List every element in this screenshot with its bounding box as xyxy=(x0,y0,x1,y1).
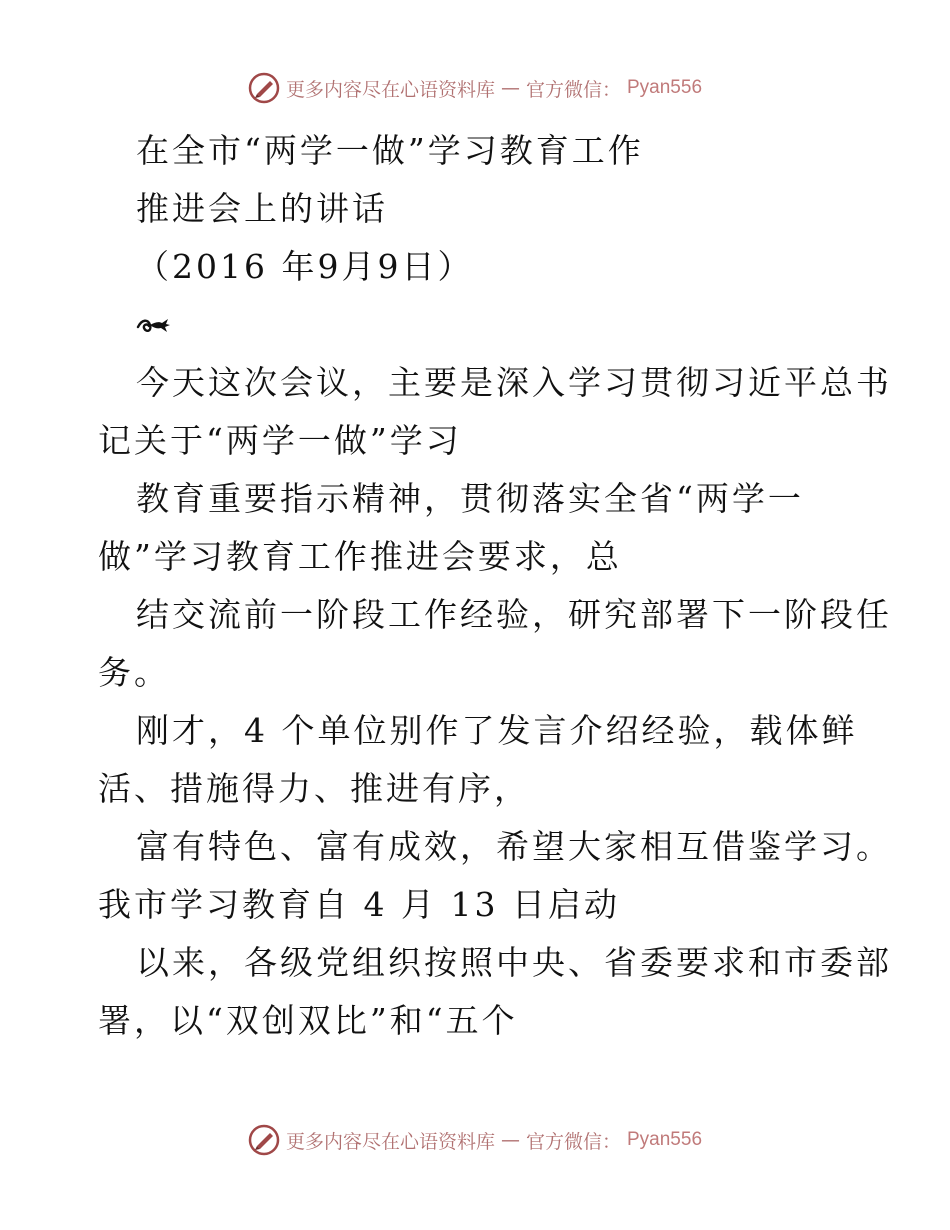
text-line: 教育重要指示精神，贯彻落实全省“两学一 xyxy=(136,479,804,518)
text-line: （2016 年9月9日） xyxy=(136,247,474,286)
watermark-header xyxy=(0,72,950,104)
text-line: 以来，各级党组织按照中央、省委要求和市委部 xyxy=(136,943,892,982)
watermark-wechat-id: Pyan556 xyxy=(627,1129,703,1150)
text-line: 做”学习教育工作推进会要求，总 xyxy=(98,537,622,576)
logo-icon xyxy=(248,1124,280,1156)
watermark-separator: — xyxy=(500,77,520,99)
watermark-wechat-label: 官方微信： xyxy=(525,78,621,101)
document-body xyxy=(98,122,892,1050)
text-line: 富有特色、富有成效，希望大家相互借鉴学习。 xyxy=(136,827,892,866)
flourish-icon xyxy=(136,313,172,337)
ornament-divider xyxy=(98,296,878,354)
text-line: 推进会上的讲话 xyxy=(136,189,388,228)
text-line: 在全市“两学一做”学习教育工作 xyxy=(136,131,644,170)
text-line: 今天这次会议，主要是深入学习贯彻习近平总书 xyxy=(136,363,892,402)
watermark-text: 更多内容尽在心语资料库 xyxy=(285,1130,495,1153)
text-line: 务。 xyxy=(98,653,170,692)
text-line: 署，以“双创双比”和“五个 xyxy=(98,1001,518,1040)
text-line: 结交流前一阶段工作经验，研究部署下一阶段任 xyxy=(136,595,892,634)
watermark-wechat-id: Pyan556 xyxy=(627,77,703,98)
text-line: 我市学习教育自 4 月 13 日启动 xyxy=(98,885,620,924)
text-line: 活、措施得力、推进有序， xyxy=(98,769,530,808)
watermark-footer xyxy=(0,1124,950,1156)
watermark-separator: — xyxy=(500,1129,520,1151)
logo-icon xyxy=(248,72,280,104)
watermark-wechat-label: 官方微信： xyxy=(525,1130,621,1153)
text-line: 刚才，4 个单位别作了发言介绍经验，载体鲜 xyxy=(136,711,858,750)
text-line: 记关于“两学一做”学习 xyxy=(98,421,462,460)
watermark-text: 更多内容尽在心语资料库 xyxy=(285,78,495,101)
